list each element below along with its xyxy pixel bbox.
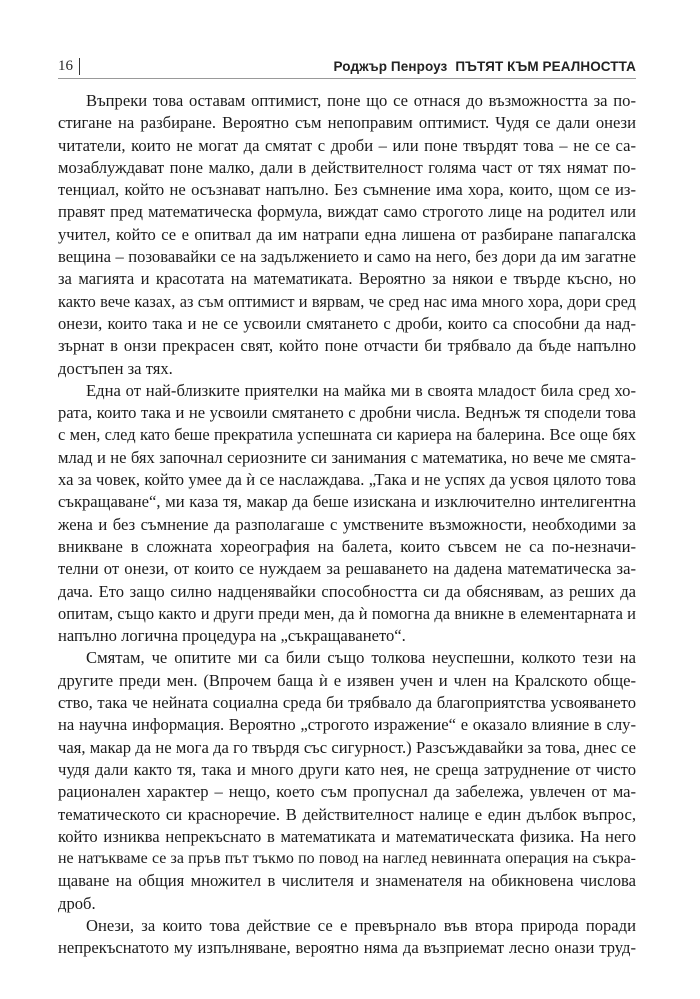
text-line: опитам, също както и други преди мен, да ѝ помогна да вникне в елементарната и xyxy=(58,603,636,623)
text-line: рата, които така и не усвоили смятането с дробни числа. Веднъж тя сподели това xyxy=(58,403,636,423)
text-line: мозаблуждават поне малко, дали в действителност голяма част от тях нямат по- xyxy=(58,157,636,177)
paragraph xyxy=(58,647,636,915)
page-header xyxy=(58,56,636,78)
text-line: ха за човек, който умее да ѝ се наслаждава. „Така и не успях да усвоя цялото това xyxy=(58,470,636,490)
body-text xyxy=(58,90,636,960)
text-line: който изниква непрекъснато в математиката и математическата физика. На него xyxy=(58,826,636,846)
paragraph xyxy=(58,915,636,960)
paragraph xyxy=(58,90,636,380)
text-line: другите преди мен. (Впрочем баща ѝ е изявен учен и член на Кралското обще- xyxy=(58,670,636,690)
running-head-title: ПЪТЯТ КЪМ РЕАЛНОСТТА xyxy=(455,59,636,74)
text-line: дроб. xyxy=(58,893,96,913)
text-line: Смятам, че опитите ми са били също толкова неуспешни, колкото тези на xyxy=(86,648,636,668)
text-line: тенциал, който не осъзнават напълно. Без съмнение има хора, които, щом се из- xyxy=(58,180,636,200)
text-line: чудя дали както тя, така и много други като нея, не среща затруднение от чисто xyxy=(58,759,636,779)
running-head-author: Роджър Пенроуз xyxy=(333,59,448,74)
header-rule xyxy=(58,78,636,79)
text-line: телни от онези, от които се нуждаем за решаването на дадена математическа за- xyxy=(58,559,636,579)
text-line: ство, така че нейната социална среда би трябвало да благоприятства усвояването xyxy=(58,693,636,713)
text-line: не натъкваме се за пръв път тъкмо по повод на наглед невинната операция на съкра- xyxy=(58,850,636,868)
page-number-divider xyxy=(79,58,80,75)
text-line: онези, които така и не се усвоили смятането с дроби, които са способни да над- xyxy=(58,313,636,333)
text-line: Една от най-близките приятелки на майка ми в своята младост била сред хо- xyxy=(86,380,636,400)
text-line: за магията и красотата на математиката. Вероятно за някои е твърде късно, но xyxy=(58,269,636,289)
text-line: жена и без съмнение да разполагаше с умствените възможности, необходими за xyxy=(58,514,636,534)
text-line: тематическото си красноречие. В действителност налице е един дълбок въпрос, xyxy=(58,804,636,824)
text-line: на научна информация. Вероятно „строгото изражение“ е оказало влияние в слу- xyxy=(58,715,636,735)
text-line: вникване в сложната хореография на балета, които съвсем не са по-незначи- xyxy=(58,536,636,556)
text-line: учител, който се е опитвал да им натрапи една лишена от разбиране папагалска xyxy=(58,224,636,244)
text-line: напълно логична процедура на „съкращаването“. xyxy=(58,626,406,646)
text-line: както вече казах, аз съм оптимист и вярвам, че сред нас има много хора, дори сред xyxy=(58,291,636,311)
text-line: щаване на общия множител в числителя и знаменателя на обикновена числова xyxy=(58,871,636,891)
text-line: Въпреки това оставам оптимист, поне що се отнася до възможността за по- xyxy=(86,91,636,110)
text-line: непрекъснатото му изпълняване, вероятно няма да възприемат лесно онази труд- xyxy=(58,938,636,958)
running-head xyxy=(334,59,636,74)
text-line: с мен, след като беше прекратила успешната си кариера на балерина. Все още бях xyxy=(58,425,636,445)
text-line: съкращаване“, ми каза тя, макар да беше изискана и изключително интелигентна xyxy=(58,492,636,512)
text-line: зърнат в онзи прекрасен свят, който поне отчасти би трябвало да бъде напълно xyxy=(58,336,636,356)
text-line: достъпен за тях. xyxy=(58,358,173,378)
text-line: Онези, за които това действие се е превърнало във втора природа поради xyxy=(86,915,636,935)
text-line: чая, макар да не мога да го твърдя със сигурност.) Разсъждавайки за това, днес се xyxy=(58,737,636,757)
text-line: стигане на разбиране. Вероятно съм непоправим оптимист. Чудя се дали онези xyxy=(58,113,636,133)
text-line: вещина – позовавайки се на задължението и само на него, без дори да им загатне xyxy=(58,247,636,267)
text-line: читатели, които не могат да смятат с дроби – или поне твърдят това – не се са- xyxy=(58,135,636,155)
text-line: рационален характер – нещо, което съм пропуснал да забележа, увлечен от ма- xyxy=(58,782,636,802)
paragraph xyxy=(58,380,636,648)
text-line: правят пред математическа формула, виждат само строгото лице на родител или xyxy=(58,202,636,222)
page-number: 16 xyxy=(58,58,73,74)
text-line: дача. Ето защо силно надценявайки способността си да обяснявам, аз реших да xyxy=(58,581,636,601)
text-line: млад и не бях започнал сериозните си занимания с математика, но вече ме смята- xyxy=(58,447,636,467)
